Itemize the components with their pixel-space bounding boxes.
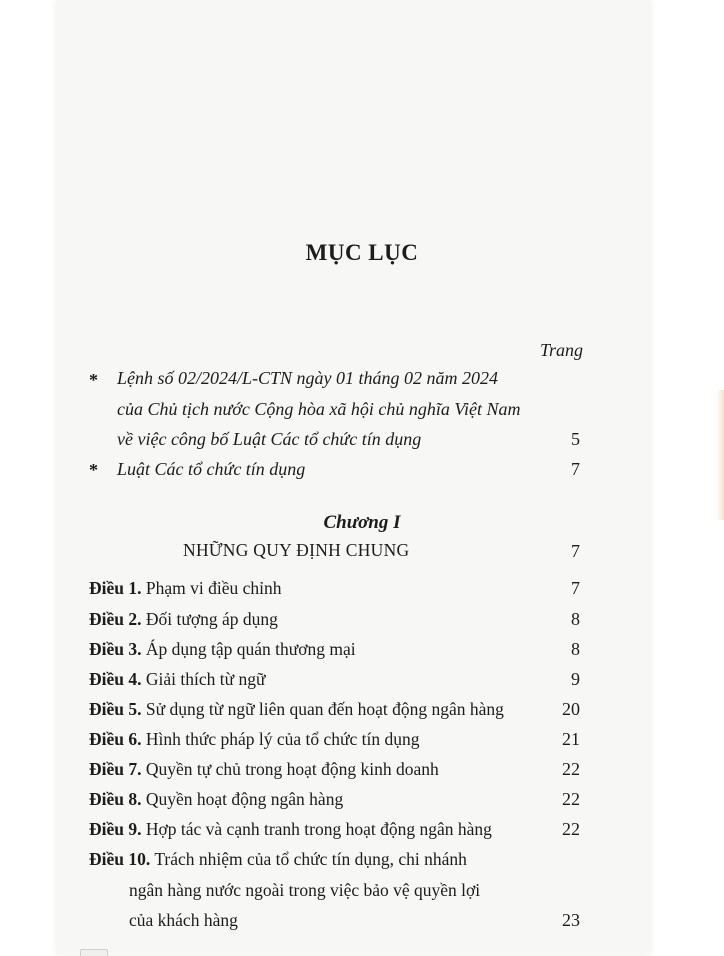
article-row-9	[89, 819, 492, 840]
article-title: Hình thức pháp lý của tổ chức tín dụng	[145, 729, 420, 749]
article-row-1	[89, 578, 281, 599]
article-title: Sử dụng từ ngữ liên quan đến hoạt động ngân hàng	[145, 699, 504, 719]
article-page: 8	[571, 609, 580, 629]
bullet-marker: *	[89, 370, 98, 390]
article-number: Điều 4.	[89, 669, 142, 689]
article-page: 22	[562, 819, 580, 839]
article-row-4	[89, 669, 265, 690]
chapter-label: Chương I	[323, 512, 401, 533]
article-number: Điều 7.	[89, 759, 142, 779]
article-page: 20	[562, 699, 580, 719]
article-title: Giải thích từ ngữ	[145, 669, 266, 689]
article-10-title-line-2: ngân hàng nước ngoài trong việc bảo vệ quyền lợi	[129, 880, 481, 900]
article-title: Hợp tác và cạnh tranh trong hoạt động ngân hàng	[145, 819, 492, 839]
chapter-page: 7	[571, 541, 580, 561]
article-page: 9	[571, 669, 580, 689]
intro-item-1-line-2: của Chủ tịch nước Cộng hòa xã hội chủ nghĩa Việt Nam	[117, 399, 521, 419]
article-title: Áp dụng tập quán thương mại	[145, 639, 356, 659]
page-column-label: Trang	[539, 340, 583, 360]
article-number: Điều 2.	[89, 609, 142, 629]
intro-item-1-line-3: về việc công bố Luật Các tổ chức tín dụng	[117, 429, 422, 449]
article-number: Điều 9.	[89, 819, 142, 839]
intro-item-2-page: 7	[571, 459, 580, 479]
article-page: 23	[562, 910, 580, 930]
article-title: Quyền tự chủ trong hoạt động kinh doanh	[145, 759, 439, 779]
article-row-6	[89, 729, 420, 750]
article-title: Phạm vi điều chỉnh	[145, 578, 282, 598]
intro-item-1-line-1: Lệnh số 02/2024/L-CTN ngày 01 tháng 02 năm 2024	[117, 368, 499, 388]
article-10-title-line-3: của khách hàng	[129, 910, 238, 930]
article-number: Điều 5.	[89, 699, 142, 719]
article-page: 7	[571, 578, 580, 598]
article-title: Đối tượng áp dụng	[145, 609, 278, 629]
article-row-8	[89, 789, 343, 810]
article-page: 8	[571, 639, 580, 659]
article-number: Điều 8.	[89, 789, 142, 809]
adjacent-page-edge	[716, 390, 724, 520]
article-row-10	[89, 849, 467, 870]
article-row-3	[89, 639, 356, 660]
intro-item-1-page: 5	[571, 429, 580, 449]
article-number: Điều 6.	[89, 729, 142, 749]
article-number: Điều 10.	[89, 849, 151, 869]
bullet-marker: *	[89, 460, 98, 480]
article-page: 22	[562, 759, 580, 779]
article-title: Quyền hoạt động ngân hàng	[145, 789, 344, 809]
article-page: 22	[562, 789, 580, 809]
article-title: Trách nhiệm của tổ chức tín dụng, chi nhánh	[154, 849, 467, 869]
article-number: Điều 3.	[89, 639, 142, 659]
article-row-5	[89, 699, 504, 720]
article-page: 21	[562, 729, 580, 749]
article-row-2	[89, 609, 278, 630]
page-title: MỤC LỤC	[305, 240, 419, 265]
article-number: Điều 1.	[89, 578, 142, 598]
article-row-7	[89, 759, 439, 780]
chapter-name: NHỮNG QUY ĐỊNH CHUNG	[183, 540, 410, 560]
intro-item-2-line-1: Luật Các tổ chức tín dụng	[117, 459, 306, 479]
